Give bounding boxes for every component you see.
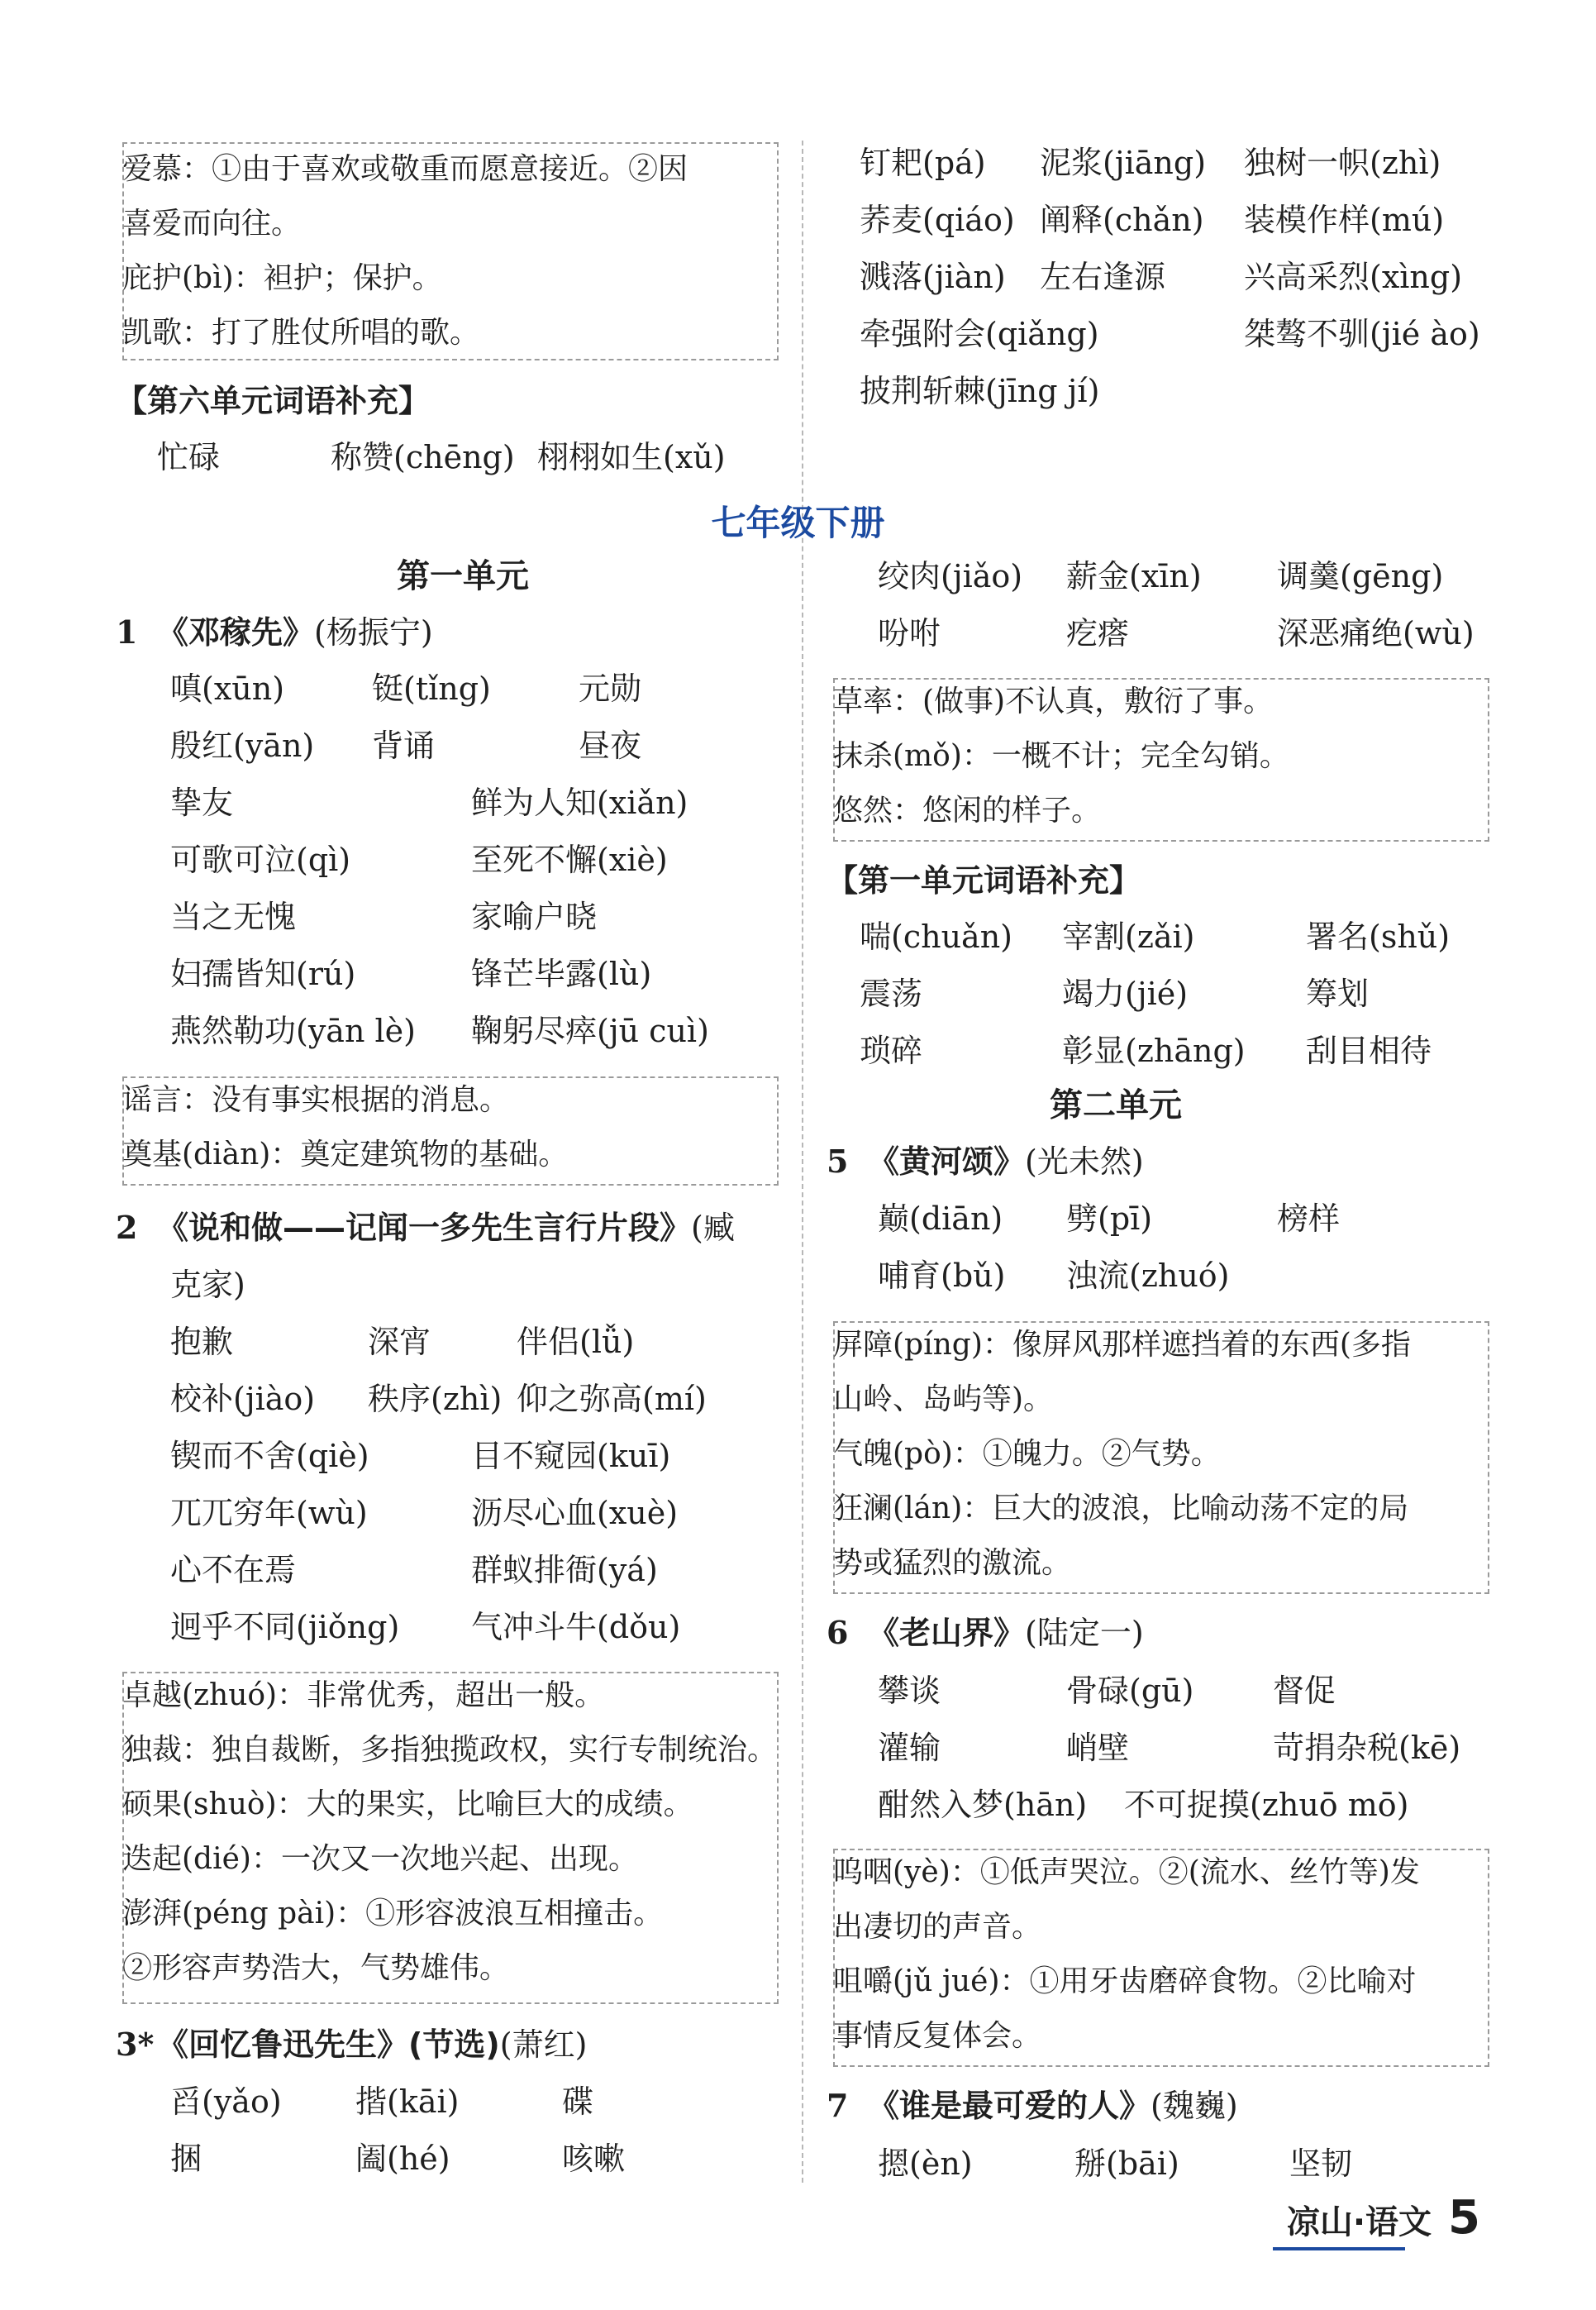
- vocab-word: 苛捐杂税(kē): [1273, 1730, 1461, 1766]
- page-footer: [1287, 2191, 1480, 2245]
- vocab-word: 震荡: [860, 976, 923, 1012]
- vocab-word: 调羹(gēng): [1277, 558, 1444, 594]
- definition-line: 爱慕：①由于喜欢或敬重而愿意接近。②因: [122, 152, 688, 186]
- vocab-word: 峭壁: [1066, 1730, 1130, 1766]
- definition-line: 屏障(píng)：像屏风那样遮挡着的东西(多指: [833, 1328, 1411, 1362]
- vocab-word: 兴高采烈(xìng): [1244, 259, 1463, 295]
- definition-line: 势或猛烈的激流。: [833, 1546, 1072, 1580]
- lesson-name: 《老山界》: [868, 1615, 1026, 1651]
- column-divider: [802, 141, 803, 2183]
- vocab-word: 殷红(yān): [170, 728, 315, 764]
- vocab-word: 琐碎: [860, 1033, 923, 1069]
- lesson-author: (魏巍): [1151, 2088, 1238, 2124]
- vocab-word: 督促: [1273, 1673, 1336, 1709]
- lesson-author: (杨振宁): [314, 614, 433, 651]
- vocab-word: 鞠躬尽瘁(jū cuì): [471, 1013, 709, 1049]
- vocab-word: 彰显(zhāng): [1062, 1033, 1246, 1069]
- vocab-word: 刮目相待: [1306, 1033, 1432, 1069]
- vocab-word: 沥尽心血(xuè): [471, 1495, 679, 1531]
- vocab-word: 喘(chuǎn): [860, 919, 1013, 955]
- lesson-number: 6: [827, 1614, 849, 1651]
- vocab-word: 阖(hé): [355, 2141, 450, 2177]
- definition-line: 出凄切的声音。: [833, 1910, 1042, 1944]
- vocab-word: 榜样: [1277, 1200, 1341, 1237]
- unit-title: 第二单元: [1050, 1086, 1182, 1124]
- vocab-word: 揩(kāi): [355, 2083, 460, 2120]
- vocab-word: 铤(tǐng): [372, 671, 491, 707]
- vocab-word: 不可捉摸(zhuō mō): [1124, 1787, 1409, 1823]
- vocab-word: 装模作样(mú): [1244, 202, 1445, 238]
- vocab-word: 背诵: [372, 728, 436, 764]
- definition-line: 狂澜(lán)：巨大的波浪，比喻动荡不定的局: [833, 1491, 1409, 1525]
- lesson-author: (萧红): [499, 2026, 588, 2063]
- lesson-title: [827, 2085, 1238, 2126]
- vocab-word: 忙碌: [157, 439, 221, 475]
- vocab-word: 披荆斩棘(jīng jí): [860, 373, 1100, 409]
- lesson-author: 克家): [170, 1267, 245, 1303]
- vocab-word: 薪金(xīn): [1066, 558, 1202, 594]
- definition-line: 咀嚼(jǔ jué)：①用牙齿磨碎食物。②比喻对: [833, 1964, 1417, 1998]
- left-column: [116, 0, 810, 2249]
- vocab-word: 校补(jiào): [170, 1381, 316, 1417]
- vocab-word: 碟: [562, 2083, 594, 2120]
- definition-line: 悠然：悠闲的样子。: [833, 794, 1102, 828]
- vocab-word: 深宵: [368, 1324, 431, 1360]
- lesson-number: 5: [827, 1143, 849, 1180]
- lesson-number: 7: [827, 2087, 849, 2124]
- vocab-word: 绞肉(jiǎo): [878, 558, 1023, 594]
- vocab-word: 灌输: [878, 1730, 941, 1766]
- definition-line: 草率：(做事)不认真，敷衍了事。: [833, 685, 1274, 718]
- vocab-word: 元勋: [579, 671, 642, 707]
- definition-line: 独裁：独自裁断，多指独揽政权，实行专制统治。: [122, 1733, 778, 1767]
- lesson-name: 《邓稼先》: [157, 614, 315, 651]
- vocab-word: 浊流(zhuó): [1066, 1258, 1230, 1294]
- lesson-title: [116, 1207, 735, 1248]
- vocab-word: 泥浆(jiāng): [1040, 145, 1207, 181]
- vocab-word: 咳嗽: [562, 2141, 626, 2177]
- lesson-number: 2: [116, 1209, 138, 1246]
- vocab-word: 妇孺皆知(rú): [170, 956, 356, 992]
- lesson-name: 《黄河颂》: [868, 1143, 1026, 1180]
- footer-label: 凉山·语文: [1286, 2203, 1432, 2241]
- definition-line: 奠基(diàn)：奠定建筑物的基础。: [122, 1138, 569, 1172]
- vocab-word: 荞麦(qiáo): [860, 202, 1015, 238]
- lesson-number: 3*: [116, 2026, 155, 2063]
- section-heading: 【第一单元词语补充】: [827, 862, 1141, 899]
- lesson-author: (臧: [691, 1210, 735, 1246]
- lesson-author: (陆定一): [1025, 1615, 1144, 1651]
- vocab-word: 牵强附会(qiǎng): [860, 316, 1099, 352]
- section-heading: 【第六单元词语补充】: [116, 383, 431, 419]
- definition-line: 气魄(pò)：①魄力。②气势。: [833, 1437, 1221, 1471]
- vocab-word: 酣然入梦(hān): [878, 1787, 1088, 1823]
- definition-line: 谣言：没有事实根据的消息。: [122, 1083, 510, 1117]
- lesson-name: 《谁是最可爱的人》: [868, 2088, 1151, 2124]
- vocab-word: 伴侣(lǚ): [517, 1324, 635, 1360]
- vocab-word: 骨碌(gū): [1066, 1673, 1194, 1709]
- vocab-word: 秩序(zhì): [368, 1381, 503, 1417]
- vocab-word: 鲜为人知(xiǎn): [471, 785, 688, 821]
- vocab-word: 巅(diān): [878, 1200, 1003, 1237]
- vocab-word: 宰割(zǎi): [1062, 919, 1195, 955]
- lesson-title: [827, 1612, 1144, 1654]
- vocab-word: 抱歉: [170, 1324, 234, 1360]
- lesson-author: (光未然): [1025, 1143, 1144, 1180]
- vocab-word: 疙瘩: [1066, 615, 1130, 651]
- vocab-word: 坚韧: [1289, 2145, 1353, 2182]
- vocab-word: 群蚁排衙(yá): [471, 1552, 658, 1588]
- vocab-word: 家喻户晓: [471, 899, 598, 935]
- grade-title: 七年级下册: [711, 503, 885, 543]
- vocab-word: 竭力(jié): [1062, 976, 1189, 1012]
- lesson-name: 《回忆鲁迅先生》(节选): [157, 2026, 500, 2063]
- vocab-word: 舀(yǎo): [170, 2083, 282, 2120]
- definition-line: 庇护(bì)：袒护；保护。: [122, 261, 442, 295]
- vocab-word: 称赞(chēng): [331, 439, 515, 475]
- vocab-word: 锲而不舍(qiè): [170, 1438, 369, 1474]
- vocab-word: 哺育(bǔ): [878, 1258, 1006, 1294]
- lesson-title: [827, 1141, 1144, 1182]
- vocab-word: 目不窥园(kuī): [471, 1438, 671, 1474]
- definition-line: ②形容声势浩大，气势雄伟。: [122, 1951, 510, 1985]
- vocab-word: 气冲斗牛(dǒu): [471, 1609, 681, 1645]
- vocab-word: 阐释(chǎn): [1040, 202, 1204, 238]
- vocab-word: 攀谈: [878, 1673, 941, 1709]
- vocab-word: 钉耙(pá): [860, 145, 986, 181]
- vocab-word: 兀兀穷年(wù): [170, 1495, 368, 1531]
- vocab-word: 嗔(xūn): [170, 671, 285, 707]
- definition-line: 事情反复体会。: [833, 2019, 1042, 2053]
- lesson-title: [116, 612, 433, 653]
- right-column: [827, 0, 1521, 2249]
- definition-line: 卓越(zhuó)：非常优秀，超出一般。: [122, 1678, 605, 1712]
- vocab-word: 迥乎不同(jiǒng): [170, 1609, 400, 1645]
- vocab-word: 至死不懈(xiè): [471, 842, 668, 878]
- vocab-word: 筹划: [1306, 976, 1370, 1012]
- vocab-word: 桀骜不驯(jié ào): [1244, 316, 1480, 352]
- definition-line: 抹杀(mǒ)：一概不计；完全勾销。: [833, 739, 1289, 773]
- definition-line: 山岭、岛屿等)。: [833, 1382, 1054, 1416]
- vocab-word: 燕然勒功(yān lè): [170, 1013, 416, 1049]
- vocab-word: 锋芒毕露(lù): [471, 956, 652, 992]
- footer-rule: [1273, 2247, 1405, 2250]
- vocab-word: 仰之弥高(mí): [517, 1381, 707, 1417]
- definition-line: 迭起(dié)：一次又一次地兴起、出现。: [122, 1842, 638, 1876]
- vocab-word: 栩栩如生(xǔ): [537, 439, 726, 475]
- vocab-word: 吩咐: [878, 615, 941, 651]
- lesson-title: [116, 2024, 587, 2065]
- vocab-word: 昼夜: [579, 728, 642, 764]
- vocab-word: 心不在焉: [170, 1552, 297, 1588]
- definition-line: 呜咽(yè)：①低声哭泣。②(流水、丝竹等)发: [833, 1855, 1420, 1889]
- vocab-word: 劈(pī): [1066, 1200, 1153, 1237]
- vocab-word: 摁(èn): [878, 2145, 973, 2182]
- vocab-word: 左右逢源: [1040, 259, 1166, 295]
- lesson-number: 1: [116, 613, 138, 651]
- definition-line: 硕果(shuò)：大的果实，比喻巨大的成绩。: [122, 1787, 693, 1821]
- vocab-word: 署名(shǔ): [1306, 919, 1451, 955]
- definition-line: 澎湃(péng pài)：①形容波浪互相撞击。: [122, 1897, 664, 1931]
- vocab-word: 掰(bāi): [1074, 2145, 1179, 2182]
- vocab-word: 捆: [170, 2141, 202, 2177]
- vocab-word: 可歌可泣(qì): [170, 842, 351, 878]
- vocab-word: 溅落(jiàn): [860, 259, 1006, 295]
- vocab-word: 深恶痛绝(wù): [1277, 615, 1475, 651]
- definition-line: 喜爱而向往。: [122, 207, 302, 241]
- page-number: 5: [1448, 2191, 1480, 2245]
- vocab-word: 挚友: [170, 785, 234, 821]
- unit-title: 第一单元: [397, 556, 529, 595]
- lesson-name: 《说和做——记闻一多先生言行片段》: [157, 1210, 692, 1246]
- definition-line: 凯歌：打了胜仗所唱的歌。: [122, 316, 480, 350]
- vocab-word: 当之无愧: [170, 899, 297, 935]
- vocab-word: 独树一帜(zhì): [1244, 145, 1441, 181]
